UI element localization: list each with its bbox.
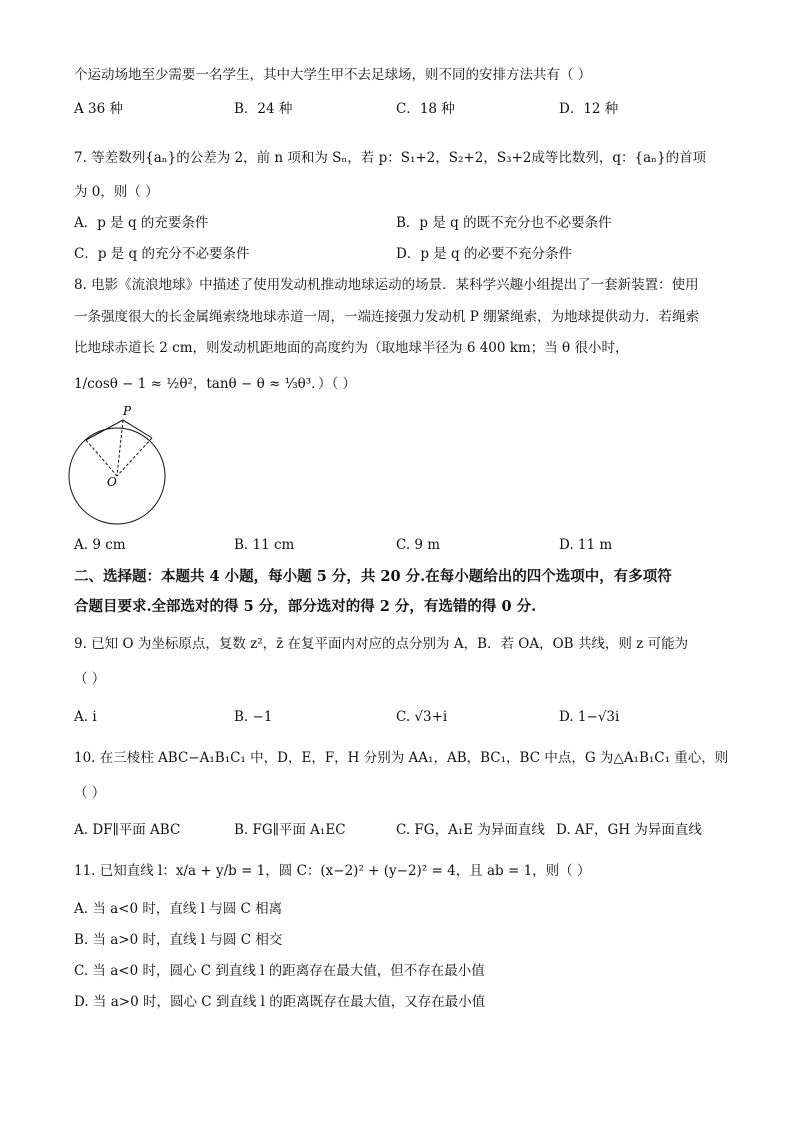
q11-option-b: B. 当 a>0 时，直线 l 与圆 C 相交 [74, 932, 283, 948]
radius-left [86, 440, 117, 476]
q10-option-c: C. FG，A₁E 为异面直线 [396, 822, 545, 838]
q7-stem-line1: 7. 等差数列{aₙ}的公差为 2，前 n 项和为 Sₙ，若 p：S₁+2，S₂+2，S₃+2成等比数列，q：{aₙ}的首项 [74, 150, 707, 166]
q8-stem-line1: 8. 电影《流浪地球》中描述了使用发动机推动地球运动的场景．某科学兴趣小组提出了一套新装置：使用 [74, 277, 699, 293]
q10-option-b: B. FG∥平面 A₁EC [234, 822, 346, 838]
label-o: O [107, 475, 117, 489]
q7-stem-line2: 为 0，则（ ） [74, 184, 159, 200]
section2-heading-line2: 合题目要求.全部选对的得 5 分，部分选对的得 2 分，有选错的得 0 分. [74, 598, 537, 615]
section2-heading-line1: 二、选择题：本题共 4 小题，每小题 5 分，共 20 分.在每小题给出的四个选项中，有多项符 [74, 568, 672, 585]
q8-option-a: A. 9 cm [74, 537, 126, 553]
radius-right [117, 438, 152, 476]
q9-option-c: C. √3+i [396, 709, 448, 725]
q7-option-d: D．p 是 q 的必要不充分条件 [396, 246, 572, 262]
q10-stem-line1: 10. 在三棱柱 ABC−A₁B₁C₁ 中，D，E，F，H 分别为 AA₁，AB，BC₁，BC 中点，G 为△A₁B₁C₁ 重心，则 [74, 750, 729, 766]
q8-option-b: B. 11 cm [234, 537, 295, 553]
q11-option-d: D. 当 a>0 时，圆心 C 到直线 l 的距离既存在最大值，又存在最小值 [74, 994, 486, 1010]
q6-option-c: C．18 种 [396, 101, 455, 117]
q10-option-d: D. AF，GH 为异面直线 [556, 822, 702, 838]
q6-option-a: A 36 种 [74, 101, 124, 117]
label-p: P [123, 404, 132, 418]
q9-stem-line1: 9. 已知 O 为坐标原点，复数 z²，z̄ 在复平面内对应的点分别为 A，B．若 OA，OB 共线，则 z 可能为 [74, 636, 689, 652]
q8-option-c: C. 9 m [396, 537, 441, 553]
q11-stem: 11. 已知直线 l：x/a + y/b = 1，圆 C：(x−2)² + (y−2)² = 4，且 ab = 1，则（ ） [74, 863, 591, 879]
q11-option-a: A. 当 a<0 时，直线 l 与圆 C 相离 [74, 901, 283, 917]
q10-stem-line2: （ ） [74, 785, 106, 801]
q7-option-b: B．p 是 q 的既不充分也不必要条件 [396, 215, 612, 231]
q6-stem: 个运动场地至少需要一名学生，其中大学生甲不去足球场，则不同的安排方法共有（ ） [74, 67, 592, 83]
q6-option-d: D．12 种 [559, 101, 619, 117]
q10-option-a: A. DF∥平面 ABC [74, 822, 181, 838]
q11-option-c: C. 当 a<0 时，圆心 C 到直线 l 的距离存在最大值，但不存在最小值 [74, 963, 485, 979]
q8-stem-line2: 一条强度很大的长金属绳索绕地球赤道一周，一端连接强力发动机 P 绷紧绳索，为地球提供动力．若绳索 [74, 309, 700, 325]
q7-option-c: C．p 是 q 的充分不必要条件 [74, 246, 250, 262]
q8-stem-line3: 比地球赤道长 2 cm，则发动机距地面的高度约为（取地球半径为 6 400 km；当 θ 很小时， [74, 340, 629, 356]
q9-option-a: A. i [74, 709, 97, 725]
rope-tangents [86, 420, 152, 440]
q9-option-d: D. 1−√3i [559, 709, 620, 725]
q9-stem-line2: （ ） [74, 671, 106, 687]
q8-stem-line4: 1/cosθ − 1 ≈ ½θ²，tanθ − θ ≈ ⅓θ³．）（ ） [74, 376, 357, 392]
q6-option-b: B．24 种 [234, 101, 293, 117]
q7-option-a: A．p 是 q 的充要条件 [74, 215, 209, 231]
q9-option-b: B. −1 [234, 709, 273, 725]
earth-figure [66, 402, 176, 532]
q8-option-d: D. 11 m [559, 537, 613, 553]
